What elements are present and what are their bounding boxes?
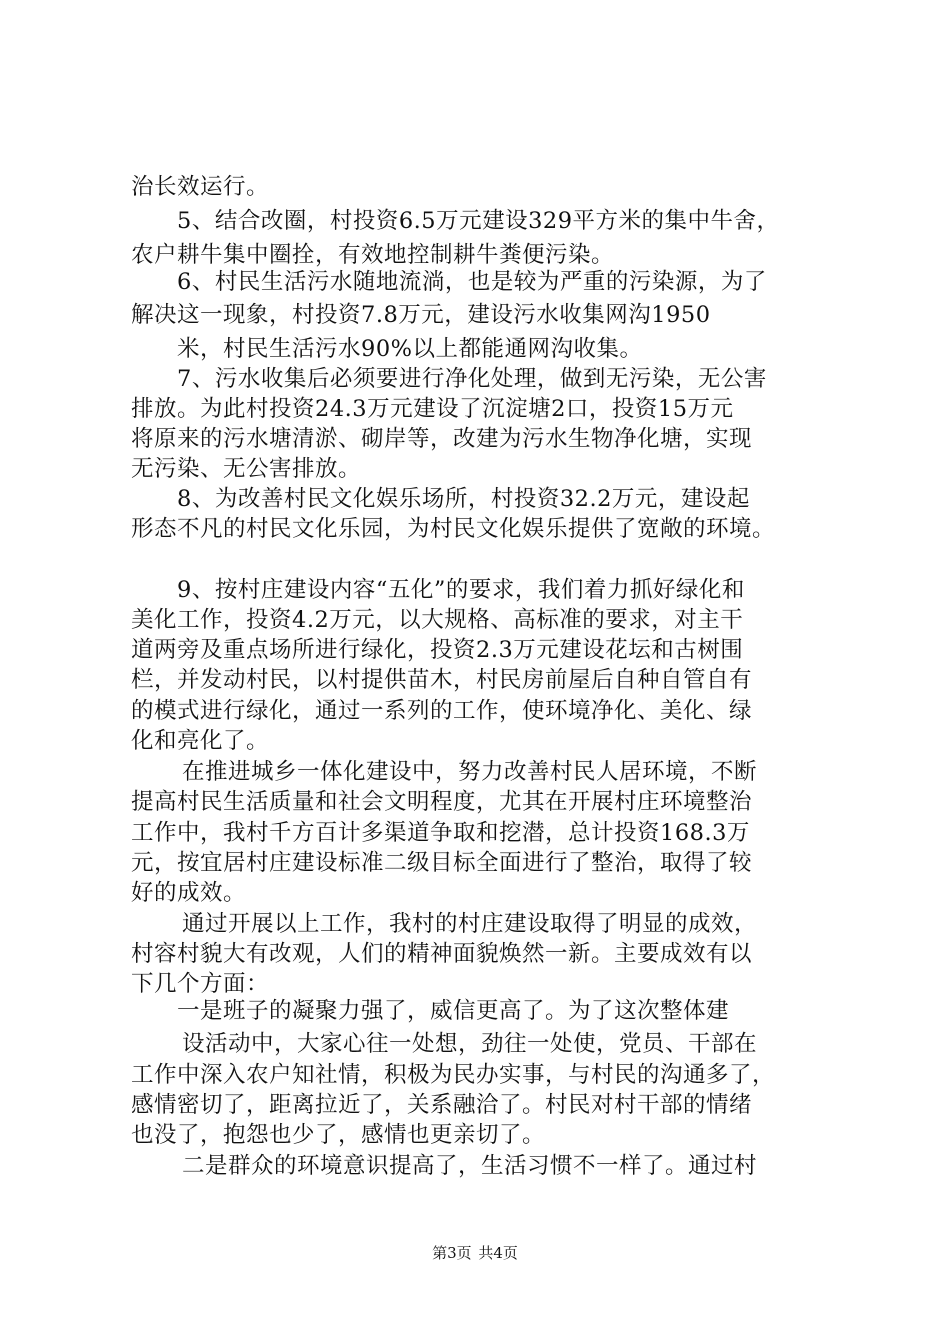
- page-footer: [0, 1243, 950, 1263]
- text-line: 8、为改善村民文化娱乐场所，村投资32.2万元，建设起: [177, 486, 750, 512]
- text-line: 的模式进行绿化，通过一系列的工作，使环境净化、美化、绿: [131, 698, 753, 724]
- text-line: 元，按宜居村庄建设标准二级目标全面进行了整治，取得了较: [131, 850, 753, 876]
- text-line: 9、按村庄建设内容“五化”的要求，我们着力抓好绿化和: [177, 577, 745, 603]
- text-line: 农户耕牛集中圈拴，有效地控制耕牛粪便污染。: [131, 242, 615, 268]
- text-line: 下几个方面：: [131, 971, 270, 997]
- text-line: 也没了，抱怨也少了，感情也更亲切了。: [131, 1122, 546, 1148]
- text-line: 二是群众的环境意识提高了，生活习惯不一样了。通过村: [182, 1153, 758, 1179]
- page-number: 第3页: [432, 1244, 472, 1262]
- text-line: 6、村民生活污水随地流淌，也是较为严重的污染源，为了: [177, 269, 767, 295]
- total-pages: 共4页: [478, 1244, 518, 1262]
- text-line: 7、污水收集后必须要进行净化处理，做到无污染，无公害: [177, 366, 767, 392]
- text-line: 解决这一现象，村投资7.8万元，建设污水收集网沟1950: [131, 302, 711, 328]
- text-line: 将原来的污水塘清淤、砌岸等，改建为污水生物净化塘，实现: [131, 426, 753, 452]
- text-line: 提高村民生活质量和社会文明程度，尤其在开展村庄环境整治: [131, 789, 753, 815]
- text-line: 通过开展以上工作，我村的村庄建设取得了明显的成效，: [182, 911, 758, 937]
- text-line: 米，村民生活污水90%以上都能通网沟收集。: [177, 336, 643, 362]
- text-line: 无污染、无公害排放。: [131, 456, 362, 482]
- text-line: 感情密切了，距离拉近了，关系融洽了。村民对村干部的情绪: [131, 1092, 753, 1118]
- text-line: 道两旁及重点场所进行绿化，投资2.3万元建设花坛和古树围: [131, 637, 744, 663]
- text-line: 一是班子的凝聚力强了，威信更高了。为了这次整体建: [177, 998, 730, 1024]
- text-line: 工作中，我村千方百计多渠道争取和挖潜，总计投资168.3万: [131, 820, 750, 846]
- text-line: 栏，并发动村民，以村提供苗木，村民房前屋后自种自管自有: [131, 667, 753, 693]
- text-line: 设活动中，大家心往一处想，劲往一处使，党员、干部在: [182, 1031, 758, 1057]
- text-line: 排放。为此村投资24.3万元建设了沉淀塘2口，投资15万元: [131, 396, 734, 422]
- text-line: 在推进城乡一体化建设中，努力改善村民人居环境，不断: [182, 759, 758, 785]
- text-line: 5、结合改圈，村投资6.5万元建设329平方米的集中牛舍，: [177, 208, 780, 234]
- text-line: 村容村貌大有改观，人们的精神面貌焕然一新。主要成效有以: [131, 941, 753, 967]
- text-line: 工作中深入农户知社情，积极为民办实事，与村民的沟通多了，: [131, 1062, 776, 1088]
- text-line: 形态不凡的村民文化乐园，为村民文化娱乐提供了宽敞的环境。: [131, 516, 776, 542]
- text-line: 治长效运行。: [131, 174, 270, 200]
- text-line: 好的成效。: [131, 880, 247, 906]
- text-line: 化和亮化了。: [131, 728, 270, 754]
- text-line: 美化工作，投资4.2万元，以大规格、高标准的要求，对主干: [131, 607, 744, 633]
